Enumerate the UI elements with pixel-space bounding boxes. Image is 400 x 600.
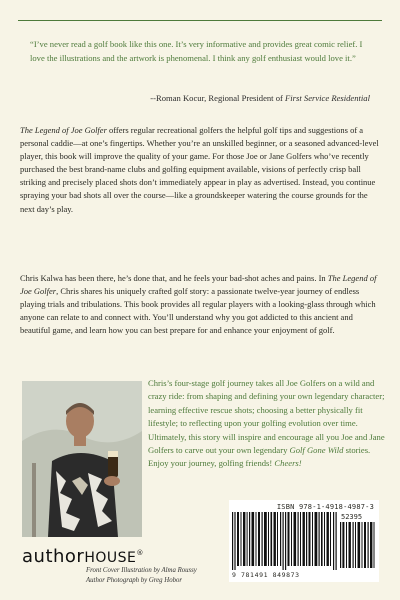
isbn-barcode (232, 512, 338, 570)
paragraph-1-text: offers regular recreational golfers the helpful golf tips and suggestions of a personal caddie—at one’s fingertips. Whether you’re an unskilled beginner, or a seasoned advanced-level player, this book will improve the quality of your game. For those Joe or Jane Golfers who’ve recently purchased the best brand-name clubs and golfing equipment available, visions of perfectly crisp ball striking and precisely placed shots don’t immediately appear in play as advertised. Instead, you continue spraying your bad shots all over the course—like a groundskeeper watering the course grounds for the next day’s play. (20, 125, 379, 214)
series-name: Golf Gone Wild (289, 445, 344, 456)
photo-credit: Author Photograph by Greg Hobor (86, 577, 183, 584)
book-title-2: The Legend of Joe Golfer (20, 273, 377, 297)
paragraph-2-before: Chris Kalwa has been there, he’s done that, and he feels your bad-shot aches and pains. In (20, 273, 328, 283)
top-divider (18, 20, 382, 21)
author-photo (22, 381, 142, 537)
paragraph-3-after: stories. Enjoy your journey, golfing friends! (148, 445, 371, 469)
description-paragraph-1 (20, 124, 380, 216)
quote-attribution (150, 93, 370, 103)
registered-mark: ® (136, 549, 144, 557)
quote-text: “I’ve never read a golf book like this one. It’s very informative and provides great comic relief. I love the illustrations and the artwork is phenomenal. I think any golf enthusiast would love it.” (30, 39, 363, 63)
description-paragraph-3 (148, 377, 386, 471)
isbn-label: ISBN 978-1-4918-4987-3 (276, 503, 374, 511)
paragraph-3-text: Chris’s four-stage golf journey takes all Joe Golfers on a wild and crazy ride: from shaping and defining your own legendary character; learning effective rescue shots; choosing a better physically fit lifestyle; to reflecting upon your golfing evolution over time. Ultimately, this story will inspire and encourage all you Joe and Jane Golfers to carve out your own legendary (148, 378, 385, 456)
price-barcode (340, 522, 376, 568)
book-title: The Legend of Joe Golfer (20, 125, 107, 135)
barcode-digits: 9 781491 849873 (232, 571, 300, 579)
paragraph-2-after: , Chris shares his uniquely crafted golf story: a passionate twelve-year journey of endless playing trials and tribulations. This book provides all regular players with a looking-glass through which anyone can relate to and connect with. You’ll understand why you got addicted to this ancient and beautiful game, and learn how you can best prepare for and enhance your enjoyment of golf. (20, 286, 376, 336)
cover-credit: Front Cover Illustration by Alma Roussy (86, 567, 197, 574)
logo-house: HOUSE (84, 550, 137, 566)
description-paragraph-2 (20, 272, 380, 337)
endorsement-quote (30, 38, 374, 65)
logo-author: author (22, 546, 85, 567)
cheers-text: Cheers! (274, 458, 302, 469)
credits (86, 566, 197, 586)
attribution-prefix: --Roman Kocur, Regional President of (150, 93, 286, 103)
price-code: 52395 (341, 513, 363, 521)
publisher-logo (22, 546, 144, 567)
attribution-org: First Service Residential (285, 93, 370, 103)
